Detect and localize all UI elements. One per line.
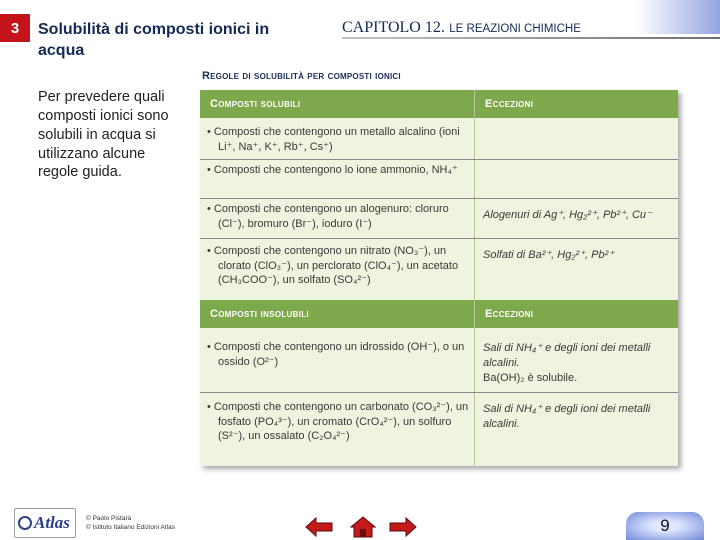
copyright-publisher: © Istituto Italiano Edizioni Atlas xyxy=(86,524,175,532)
chapter-subtitle: LE REAZIONI CHIMICHE xyxy=(449,23,581,35)
header-underline xyxy=(342,37,720,39)
header-insoluble-compounds: Composti insolubili xyxy=(200,300,474,328)
soluble-row-2: • Composti che contengono lo ione ammonio, NH₄⁺ xyxy=(207,164,458,176)
row-divider xyxy=(200,159,678,160)
header-exceptions-2: Eccezioni xyxy=(475,300,678,328)
home-icon[interactable] xyxy=(349,515,377,539)
header-exceptions-1: Eccezioni xyxy=(475,90,678,118)
exception-insoluble-1: Sali di NH₄⁺ e degli ioni dei metalli alcalini. xyxy=(483,342,651,369)
slide-title: Solubilità di composti ionici in acqua xyxy=(38,21,270,60)
copyright-author: © Paolo Pistarà xyxy=(86,515,132,522)
insoluble-row-2: • Composti che contengono un carbonato (CO₃²⁻), un fosfato (PO₄³⁻), un cromato (CrO₄²⁻), un solfuro (S²⁻), un ossalato (C₂O₄²⁻) xyxy=(207,401,469,443)
copyright xyxy=(86,514,175,533)
soluble-row-1: • Composti che contengono un metallo alcalino (ioni Li⁺, Na⁺, K⁺, Rb⁺, Cs⁺) xyxy=(207,126,460,153)
row-divider xyxy=(200,392,678,393)
arrow-right-icon[interactable] xyxy=(389,515,417,539)
page-number-badge xyxy=(626,512,704,540)
exception-row-3: Alogenuri di Ag⁺, Hg₂²⁺, Pb²⁺, Cu⁻ xyxy=(483,209,652,221)
header-soluble-compounds: Composti solubili xyxy=(200,90,474,118)
atlas-logo-mark xyxy=(18,516,32,530)
atlas-logo[interactable] xyxy=(14,508,76,538)
row-divider xyxy=(200,238,678,239)
chapter-label: CAPITOLO 12. xyxy=(342,19,445,36)
soluble-row-4: • Composti che contengono un nitrato (NO₃⁻), un clorato (ClO₃⁻), un perclorato (ClO₄⁻), un acetato (CH₃COO⁻), un solfato (SO₄²⁻) xyxy=(207,245,459,287)
solubility-table xyxy=(200,90,678,466)
soluble-row-3: • Composti che contengono un alogenuro: cloruro (Cl⁻), bromuro (Br⁻), ioduro (I⁻) xyxy=(207,203,449,230)
page-number: 9 xyxy=(660,516,670,535)
exception-insoluble-1-extra: Ba(OH)₂ è solubile. xyxy=(483,372,578,384)
atlas-logo-text: Atlas xyxy=(34,513,70,532)
arrow-left-icon[interactable] xyxy=(305,515,333,539)
row-divider xyxy=(200,198,678,199)
exception-row-4: Solfati di Ba²⁺, Hg₂²⁺, Pb²⁺ xyxy=(483,249,615,261)
chapter-heading xyxy=(342,19,581,37)
slide-number-badge xyxy=(0,14,30,42)
intro-text: Per prevedere quali composti ionici sono solubili in acqua si utilizzano alcune regole guida. xyxy=(38,89,169,181)
exception-insoluble-2: Sali di NH₄⁺ e degli ioni dei metalli alcalini. xyxy=(483,403,651,430)
table-title: Regole di solubilità per composti ionici xyxy=(202,70,401,82)
insoluble-row-1: • Composti che contengono un idrossido (OH⁻), o un ossido (O²⁻) xyxy=(207,341,465,368)
column-divider xyxy=(474,90,475,466)
slide-number: 3 xyxy=(10,19,20,37)
corner-gradient xyxy=(636,0,720,34)
